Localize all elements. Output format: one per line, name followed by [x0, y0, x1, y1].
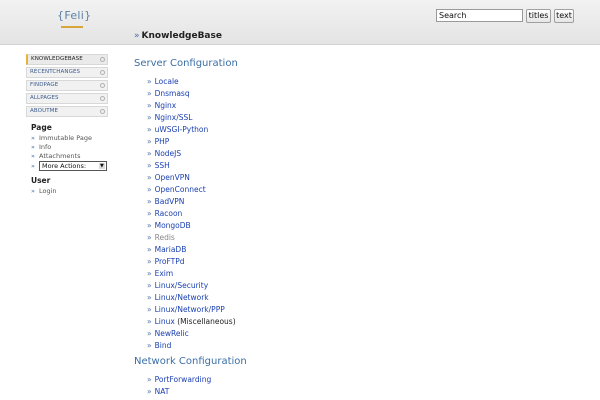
bullet-icon: » — [147, 305, 152, 314]
sidebar-nav-item[interactable] — [26, 106, 108, 117]
sidebar-link-label: Attachments — [38, 152, 81, 160]
bullet-icon: » — [147, 269, 152, 278]
wiki-link[interactable]: SSH — [154, 161, 170, 170]
circle-icon — [100, 83, 105, 88]
server-configuration-heading: Server Configuration — [134, 58, 238, 69]
wiki-link[interactable]: PHP — [154, 137, 170, 146]
list-item — [147, 280, 564, 292]
bullet-icon: » — [147, 257, 152, 266]
nav-item-label: RECENTCHANGES — [30, 69, 81, 75]
wiki-link[interactable]: Nginx — [154, 101, 177, 110]
sidebar-nav-item[interactable] — [26, 67, 108, 78]
circle-icon — [100, 96, 105, 101]
list-item — [147, 292, 564, 304]
more-actions-row — [31, 161, 108, 170]
wiki-link[interactable]: OpenConnect — [154, 185, 206, 194]
logo-brace-left: { — [57, 9, 65, 22]
sidebar-nav-item[interactable] — [26, 54, 108, 65]
list-item — [147, 256, 564, 268]
main-content — [134, 56, 564, 398]
bullet-icon: » — [31, 152, 35, 160]
list-item — [147, 160, 564, 172]
list-item — [147, 244, 564, 256]
wiki-link[interactable]: Exim — [154, 269, 174, 278]
breadcrumb — [134, 31, 222, 41]
bullet-icon: » — [147, 101, 152, 110]
network-configuration-heading: Network Configuration — [134, 356, 247, 367]
page-title-link[interactable]: KnowledgeBase — [141, 31, 222, 41]
sidebar-link-label: Immutable Page — [38, 134, 92, 142]
wiki-link[interactable]: Linux/Security — [154, 281, 209, 290]
more-actions-label: More Actions: — [41, 162, 87, 170]
bullet-icon: » — [147, 375, 152, 384]
bullet-icon: » — [31, 143, 35, 151]
chevron-down-icon: ▼ — [100, 163, 104, 169]
list-item — [147, 304, 564, 316]
wiki-link[interactable]: ProFTPd — [154, 257, 185, 266]
nav-list — [26, 54, 108, 117]
wiki-link[interactable]: PortForwarding — [154, 375, 212, 384]
list-item — [147, 386, 564, 398]
wiki-link[interactable]: Linux — [154, 317, 175, 326]
bullet-icon: » — [147, 233, 152, 242]
wiki-link[interactable]: MariaDB — [154, 245, 187, 254]
bullet-icon: » — [147, 149, 152, 158]
bullet-icon: » — [31, 187, 35, 195]
more-actions-select[interactable] — [39, 161, 107, 171]
sidebar-link-label: Info — [38, 143, 52, 151]
wiki-link[interactable]: Linux/Network — [154, 293, 209, 302]
nav-item-label: ALLPAGES — [30, 95, 59, 101]
bullet-icon: » — [147, 329, 152, 338]
wiki-link[interactable]: NAT — [154, 387, 170, 396]
wiki-link[interactable]: Linux/Network/PPP — [154, 305, 225, 314]
list-item — [147, 374, 564, 386]
header-bar — [0, 0, 600, 45]
bullet-icon: » — [147, 197, 152, 206]
server-list — [147, 76, 564, 352]
bullet-icon: » — [147, 161, 152, 170]
page-heading: Page — [31, 123, 52, 132]
text-button[interactable]: text — [554, 9, 574, 23]
list-item — [147, 112, 564, 124]
bullet-icon: » — [147, 89, 152, 98]
wiki-link[interactable]: Racoon — [154, 209, 183, 218]
network-list — [147, 374, 564, 398]
list-item — [147, 100, 564, 112]
bullet-icon: » — [147, 113, 152, 122]
nav-item-label: KNOWLEDGEBASE — [31, 56, 83, 62]
list-item — [147, 172, 564, 184]
list-item — [147, 88, 564, 100]
list-item — [147, 220, 564, 232]
sidebar-link[interactable] — [31, 152, 108, 161]
user-heading: User — [31, 176, 51, 185]
list-item — [147, 76, 564, 88]
bullet-icon: » — [147, 245, 152, 254]
circle-icon — [100, 70, 105, 75]
sidebar — [26, 54, 108, 196]
bullet-icon: » — [147, 125, 152, 134]
page-links — [26, 134, 108, 161]
list-item — [147, 136, 564, 148]
list-item — [147, 232, 564, 244]
wiki-link[interactable]: Locale — [154, 77, 179, 86]
bullet-icon: » — [147, 173, 152, 182]
wiki-link[interactable]: MongoDB — [154, 221, 191, 230]
list-item — [147, 268, 564, 280]
breadcrumb-arrow: » — [134, 31, 140, 41]
sidebar-link-label: Login — [38, 187, 57, 195]
list-item — [147, 340, 564, 352]
nav-item-label: FINDPAGE — [30, 82, 59, 88]
bullet-icon: » — [147, 293, 152, 302]
wiki-link[interactable]: NodeJS — [154, 149, 182, 158]
wiki-link[interactable]: NewRelic — [154, 329, 189, 338]
list-item — [147, 208, 564, 220]
link-suffix: (Miscellaneous) — [177, 317, 236, 326]
sidebar-nav-item[interactable] — [26, 93, 108, 104]
circle-icon — [100, 109, 105, 114]
circle-icon — [100, 57, 105, 62]
list-item — [147, 316, 564, 328]
sidebar-link[interactable] — [31, 187, 108, 196]
list-item — [147, 328, 564, 340]
search-input[interactable] — [436, 9, 523, 22]
user-links — [26, 187, 108, 196]
bullet-icon: » — [147, 77, 152, 86]
bullet-icon: » — [147, 317, 152, 326]
bullet-icon: » — [147, 387, 152, 396]
bullet-icon: » — [147, 341, 152, 350]
logo-underline — [61, 26, 83, 28]
list-item — [147, 124, 564, 136]
bullet-icon: » — [147, 209, 152, 218]
wiki-link[interactable]: Dnsmasq — [154, 89, 190, 98]
logo-brace-right: } — [84, 9, 92, 22]
bullet-icon: » — [31, 134, 35, 142]
sidebar-link[interactable] — [31, 143, 108, 152]
nav-item-label: ABOUTME — [30, 108, 59, 114]
bullet-icon: » — [31, 162, 35, 170]
wiki-link[interactable]: OpenVPN — [154, 173, 190, 182]
wiki-link[interactable]: Bind — [154, 341, 172, 350]
wiki-link[interactable]: Redis — [154, 233, 175, 242]
bullet-icon: » — [147, 281, 152, 290]
wiki-link[interactable]: BadVPN — [154, 197, 185, 206]
sidebar-nav-item[interactable] — [26, 80, 108, 91]
sidebar-link[interactable] — [31, 134, 108, 143]
titles-button[interactable]: titles — [526, 9, 551, 23]
list-item — [147, 184, 564, 196]
bullet-icon: » — [147, 185, 152, 194]
list-item — [147, 148, 564, 160]
wiki-link[interactable]: uWSGI-Python — [154, 125, 209, 134]
logo-text: Feli — [64, 9, 85, 22]
wiki-link[interactable]: Nginx/SSL — [154, 113, 193, 122]
bullet-icon: » — [147, 221, 152, 230]
list-item — [147, 196, 564, 208]
bullet-icon: » — [147, 137, 152, 146]
